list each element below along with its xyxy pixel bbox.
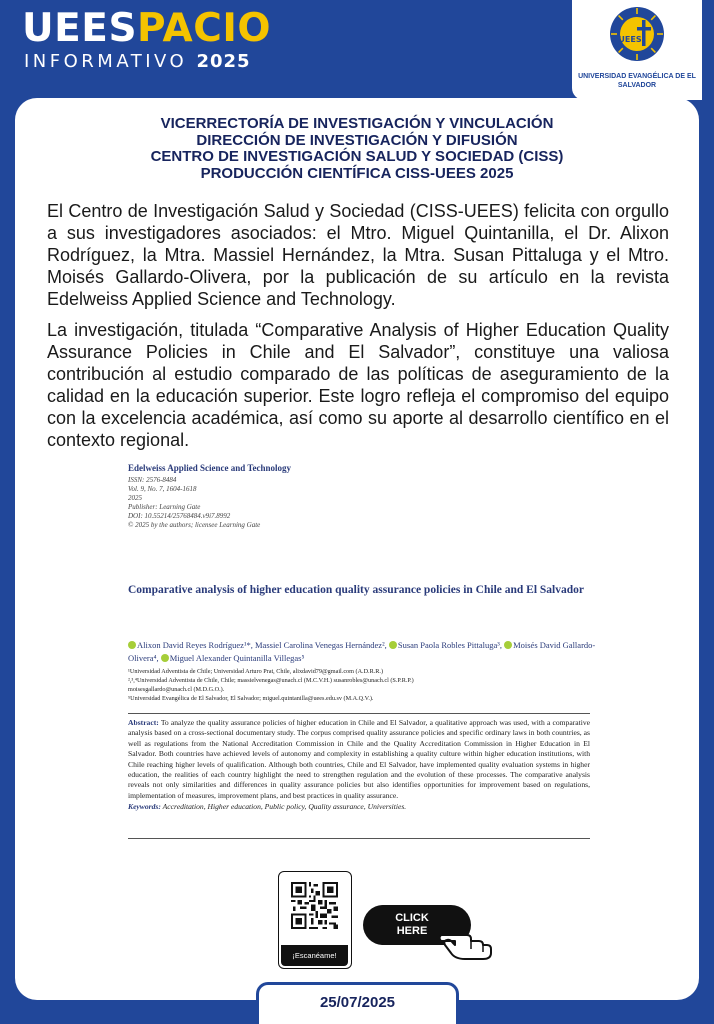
abstract-text: To analyze the quality assurance policies of higher education in Chile and El Salvador, a qualitative approach was used, with a comparative analysis based on a cross-sectional documentary study. The corpus comprised quality assurance policies and specific ordinary laws in both countries, as well as regulations from the National Accreditation Commission in Chile and the Quality Accreditation Commission in Higher Education in El Salvador. Both countries have achieved levels of autonomy and complexity in establishing a quality culture within higher education institutions, with Chile reaching higher levels of qualification. Although both countries, Chile and El Salvador, have implemented quality evaluation systems in higher education, the realities of each country highlight the need to strengthen regulation and the evolution of these processes. The comparative analysis reveals not only similarities and differences in quality assurance policies but also identifies opportunities for improvement based on regulations, implementation of measures, improvement plans, and best practices in quality assurance. xyxy=(128,718,590,800)
keywords xyxy=(128,802,590,812)
heading-line: VICERRECTORÍA DE INVESTIGACIÓN Y VINCULACIÓN xyxy=(160,115,554,132)
keywords-label: Keywords: xyxy=(128,802,161,812)
orcid-icon[interactable] xyxy=(389,641,397,649)
affiliation-line: ²,³,⁴Universidad Adventista de Chile, Chile; massielvenegas@unach.cl (M.C.V.H.) susanrobles@unach.cl (S.P.R.P.) xyxy=(128,677,414,684)
abstract-box xyxy=(128,713,590,839)
heading-line: PRODUCCIÓN CIENTÍFICA CISS-UEES 2025 xyxy=(200,164,514,182)
qr-code-icon[interactable] xyxy=(291,882,338,929)
author-name: Miguel Alexander Quintanilla Villegas⁵ xyxy=(169,653,305,663)
pointing-hand-icon xyxy=(439,915,495,961)
keywords-text: Accreditation, Higher education, Public policy, Quality assurance, Universities. xyxy=(162,802,407,812)
brand-title xyxy=(22,8,271,50)
qr-card[interactable] xyxy=(278,871,352,969)
university-emblem-icon xyxy=(609,6,665,62)
meta-line: ISSN: 2576-8484 xyxy=(128,476,177,484)
article-meta xyxy=(128,476,260,530)
university-name: UNIVERSIDAD EVANGÉLICA DE EL SALVADOR xyxy=(578,73,696,89)
orcid-icon[interactable] xyxy=(128,641,136,649)
masthead xyxy=(0,0,714,98)
article-title: Comparative analysis of higher education quality assurance policies in Chile and El Salvador xyxy=(128,584,585,596)
svg-text:UEES: UEES xyxy=(618,35,642,44)
heading-line: DIRECCIÓN DE INVESTIGACIÓN Y DIFUSIÓN xyxy=(196,131,518,149)
meta-line: Publisher: Learning Gate xyxy=(128,503,201,511)
affiliation-line: ⁵Universidad Evangélica de El Salvador, El Salvador; miguel.quintanilla@uees.edu.sv (M.A.Q.V.). xyxy=(128,695,374,702)
orcid-icon[interactable] xyxy=(504,641,512,649)
author-name: Susan Paola Robles Pittaluga³, xyxy=(397,640,505,650)
journal-name: Edelweiss Applied Science and Technology xyxy=(128,463,292,473)
abstract xyxy=(128,718,590,801)
heading-block xyxy=(0,116,714,182)
article-preview xyxy=(116,455,598,853)
brand-part-uees: UEES xyxy=(22,6,138,51)
click-here-line: CLICK xyxy=(395,912,429,924)
article-affiliations xyxy=(128,667,598,703)
meta-line: Vol. 9, No. 7, 1604-1618 xyxy=(128,485,197,493)
affiliation-line: moisesgallardo@unach.cl (M.D.G.O.). xyxy=(128,686,225,693)
abstract-label: Abstract: xyxy=(128,718,159,727)
author-name: Moisés David Gallardo-Olivera⁴, xyxy=(128,640,596,663)
click-here-button[interactable] xyxy=(361,903,496,961)
university-logo xyxy=(572,0,702,100)
click-here-line: HERE xyxy=(396,925,428,937)
qr-caption: ¡Escanéame! xyxy=(281,945,348,966)
orcid-icon[interactable] xyxy=(161,654,169,662)
subtitle-text: INFORMATIVO xyxy=(24,51,188,72)
meta-line: © 2025 by the authors; licensee Learning Gate xyxy=(128,521,261,529)
meta-line: 2025 xyxy=(128,494,142,502)
brand-part-pacio: PACIO xyxy=(137,6,272,51)
heading-line: CENTRO DE INVESTIGACIÓN SALUD Y SOCIEDAD (CISS) xyxy=(150,148,564,165)
announcement-paragraph: El Centro de Investigación Salud y Sociedad (CISS-UEES) felicita con orgullo a sus investigadores asociados: el Mtro. Miguel Quintanilla, el Dr. Alixon Rodríguez, la Mtra. Massiel Hernández, la Mtra. Susan Pittaluga y el Mtro. Moisés Gallardo-Olivera, por la publicación de su artículo en la revista Edelweiss Applied Science and Technology. xyxy=(47,201,669,309)
meta-line: DOI: 10.55214/25768484.v9i7.8992 xyxy=(128,512,231,520)
author-name: Alixon David Reyes Rodríguez¹*, xyxy=(137,640,255,650)
announcement-body xyxy=(47,200,669,460)
author-name: Massiel Carolina Venegas Hernández², xyxy=(255,640,389,650)
announcement-paragraph: La investigación, titulada “Comparative Analysis of Higher Education Quality Assurance Policies in Chile and El Salvador”, constituye una valiosa contribución al estudio comparado de las políticas de aseguramiento de la calidad en la educación superior. Este logro refleja el compromiso del equipo con la excelencia académica, así como su aporte al desarrollo científico en el contexto regional. xyxy=(47,320,669,450)
publication-date: 25/07/2025 xyxy=(256,982,459,1024)
article-authors xyxy=(128,639,598,665)
brand-subtitle xyxy=(24,52,251,72)
affiliation-line: ¹Universidad Adventista de Chile; Universidad Arturo Prat, Chile, alixdavid79@gmail.com (A.D.R.R.) xyxy=(128,668,384,675)
subtitle-year: 2025 xyxy=(196,51,251,72)
